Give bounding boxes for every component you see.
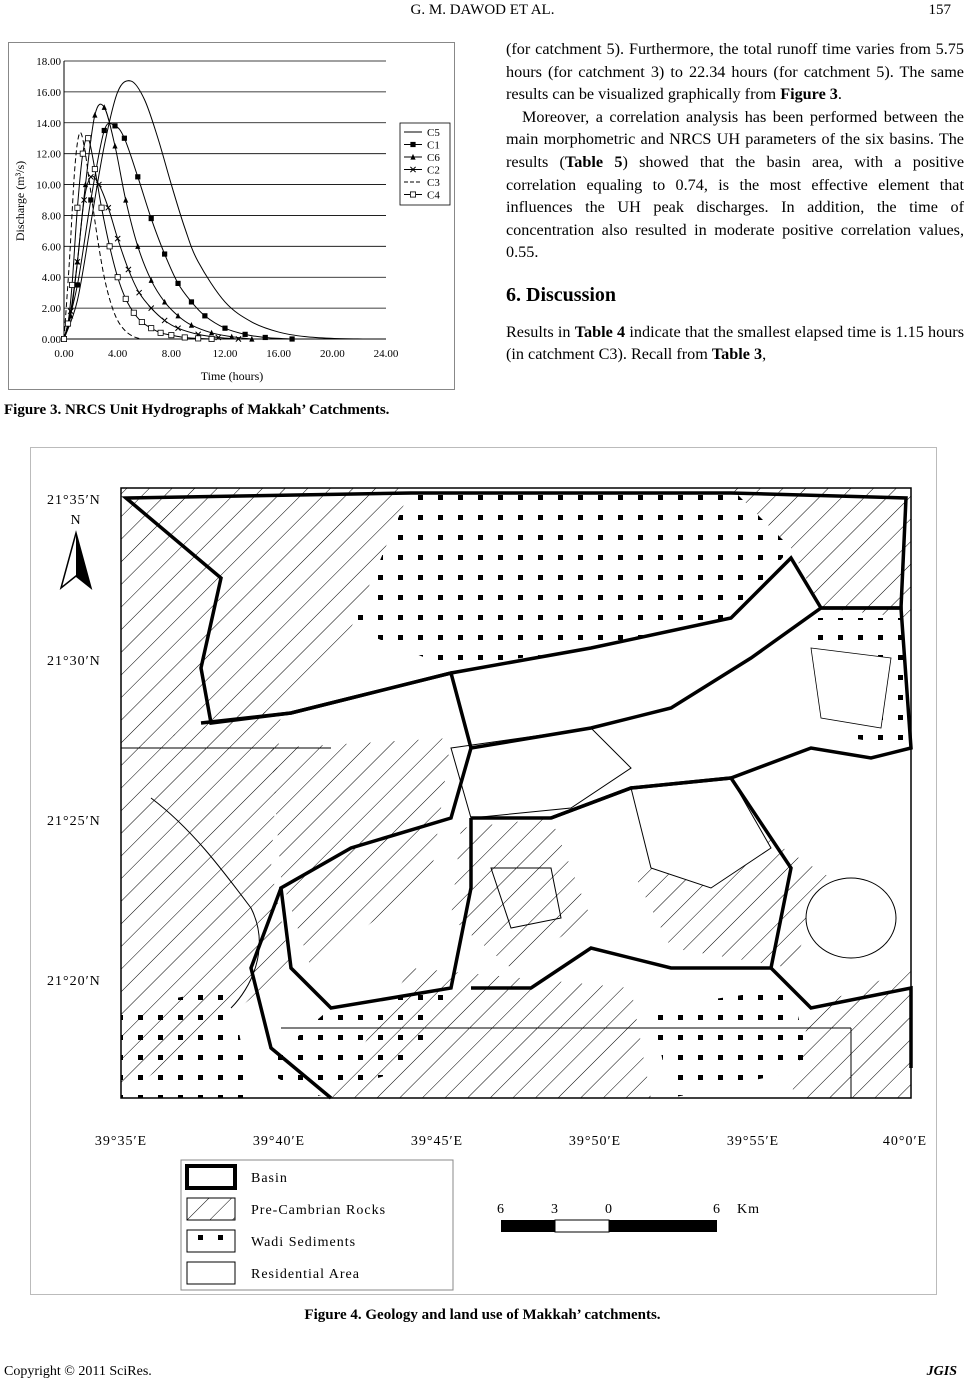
series-c4	[61, 136, 214, 342]
y-tick-label: 0.00	[41, 334, 61, 346]
series-c6-point	[123, 197, 128, 203]
legend-label-precambrian: Pre-Cambrian Rocks	[251, 1203, 387, 1218]
series-c4-point	[196, 336, 201, 341]
chart-legend	[400, 123, 450, 205]
series-c1-point	[88, 197, 93, 202]
series-c1-point	[162, 251, 167, 256]
y-tick-label: 6.00	[41, 241, 61, 254]
figure-4-caption: Figure 4. Geology and land use of Makkah’ catchments.	[304, 1307, 661, 1323]
body-text	[506, 38, 964, 366]
legend-swatch-precambrian	[187, 1198, 235, 1220]
legend-label: C6	[427, 152, 440, 164]
series-c6-point	[149, 277, 154, 283]
hydrograph-chart	[9, 43, 454, 389]
y-axis-label: Discharge (m³/s)	[13, 160, 27, 242]
series-c4-point	[80, 151, 85, 156]
series-c4-point	[158, 330, 163, 335]
legend-label: C5	[427, 127, 440, 139]
x-tick-label: 12.00	[212, 348, 238, 360]
legend-label-wadi: Wadi Sediments	[251, 1235, 357, 1250]
series-c2-point	[88, 174, 93, 179]
series-c1-point	[175, 281, 180, 286]
series-c1-point	[112, 123, 117, 128]
series-c2-point	[137, 290, 142, 295]
series-c1-point	[122, 136, 127, 141]
table-5-ref[interactable]: Table 5	[564, 152, 623, 171]
legend-label: C3	[427, 177, 440, 189]
series-c6-point	[189, 322, 194, 328]
geology-map	[31, 448, 936, 1294]
series-c1-point	[75, 282, 80, 287]
y-tick-label: 12.00	[36, 148, 61, 161]
x-tick-label: 16.00	[266, 348, 292, 360]
lon-label: 39°40′E	[252, 1134, 306, 1149]
scale-unit: Km	[737, 1202, 760, 1217]
legend-label: C2	[427, 164, 440, 177]
lat-label: 21°25′N	[47, 814, 101, 829]
scale-label: 3	[551, 1202, 559, 1217]
series-c4-point	[209, 336, 214, 341]
x-tick-label: 24.00	[373, 348, 399, 360]
footer-copyright: Copyright © 2011 SciRes.	[4, 1364, 152, 1379]
table-4-ref[interactable]: Table 4	[574, 322, 626, 341]
series-c1-point	[289, 336, 294, 341]
paragraph-3-text-b: indicate that the smallest elapsed time is 1.15 hours (in catchment C3). Recall from	[506, 322, 964, 364]
lon-label: 39°55′E	[726, 1134, 780, 1149]
legend-swatch-wadi	[187, 1230, 235, 1252]
series-c1-point	[202, 313, 207, 318]
lon-label: 39°45′E	[410, 1134, 464, 1149]
lon-label: 39°50′E	[568, 1134, 622, 1149]
lon-label: 40°0′E	[882, 1134, 928, 1149]
footer-journal: JGIS	[926, 1364, 957, 1379]
scale-label: 6	[497, 1202, 505, 1217]
legend-marker	[410, 142, 415, 147]
lat-label: 21°30′N	[47, 654, 101, 669]
north-label: N	[70, 513, 82, 528]
series-c4-point	[139, 319, 144, 324]
figure-3-chart	[8, 42, 455, 390]
series-c4-point	[169, 333, 174, 338]
y-tick-label: 14.00	[36, 117, 61, 130]
series-c4-point	[92, 167, 97, 172]
paragraph-1	[506, 38, 964, 106]
north-arrow-icon	[61, 533, 91, 588]
series-c1-point	[149, 216, 154, 221]
series-c4-line	[64, 138, 212, 339]
series-c4-point	[123, 296, 128, 301]
paragraph-2-text-b: ) showed that the basin area, with a positive correlation equaling to 0.74, is the most effective element that influences the UH peak discharges. In addition, the time of concentration also resulted in moderate positive correlation values, 0.55.	[506, 152, 965, 262]
series-c4-point	[115, 275, 120, 280]
series-c1-point	[243, 332, 248, 337]
series-c4-point	[99, 205, 104, 210]
series-c4-point	[149, 326, 154, 331]
paragraph-3	[506, 321, 964, 366]
paragraph-3-end: ,	[762, 345, 767, 364]
series-c4-point	[69, 282, 74, 287]
series-c1-point	[189, 299, 194, 304]
legend-label-residential: Residential Area	[251, 1267, 360, 1282]
series-c2-point	[106, 205, 111, 210]
series-c1-line	[64, 123, 292, 339]
y-tick-label: 4.00	[41, 272, 61, 285]
y-tick-label: 16.00	[36, 86, 61, 99]
series-c4-point	[61, 336, 66, 341]
figure-4-map	[30, 447, 937, 1295]
scale-label: 0	[605, 1202, 613, 1217]
figure-3-caption: Figure 3. NRCS Unit Hydrographs of Makkah’ Catchments.	[4, 402, 390, 418]
series-c4-point	[65, 321, 70, 326]
series-c2-point	[175, 326, 180, 331]
lon-label: 39°35′E	[94, 1134, 148, 1149]
y-tick-label: 18.00	[36, 56, 61, 68]
paragraph-1-end: .	[837, 85, 842, 104]
legend-swatch-residential	[187, 1262, 235, 1284]
series-c1-point	[222, 326, 227, 331]
section-heading: 6. Discussion	[506, 283, 617, 306]
legend-label-basin: Basin	[251, 1171, 288, 1186]
y-tick-label: 2.00	[41, 303, 61, 316]
series-c4-point	[182, 335, 187, 340]
series-c4-point	[86, 136, 91, 141]
x-tick-label: 8.00	[161, 348, 181, 360]
y-tick-label: 10.00	[36, 179, 61, 192]
series-c4-point	[75, 205, 80, 210]
series-c2-point	[162, 318, 167, 323]
series-c6-point	[112, 143, 117, 149]
page-number: 157	[928, 2, 951, 18]
lat-label: 21°35′N	[47, 493, 101, 508]
running-head: G. M. DAWOD ET AL.	[410, 2, 555, 18]
paragraph-2	[506, 106, 964, 264]
x-axis-label: Time (hours)	[200, 369, 264, 383]
series-c2-point	[115, 236, 120, 241]
legend-marker	[410, 192, 415, 197]
x-tick-label: 20.00	[319, 348, 345, 360]
x-tick-label: 0.00	[54, 348, 74, 360]
paragraph-1-text: (for catchment 5). Furthermore, the total runoff time varies from 5.75 hours (for catchment 3) to 22.34 hours (for catchment 5). The same results can be visualized graphically from	[506, 40, 964, 104]
legend-label: C4	[427, 189, 440, 202]
legend-label: C1	[427, 139, 440, 152]
map-legend	[181, 1160, 453, 1290]
lat-label: 21°20′N	[47, 974, 101, 989]
figure-3-ref[interactable]: Figure 3	[780, 85, 838, 104]
series-c2-point	[126, 267, 131, 272]
series-c1-point	[102, 128, 107, 133]
series-c1-point	[263, 335, 268, 340]
scale-label: 6	[713, 1202, 721, 1217]
paragraph-2-text-a: Moreover, a correlation analysis has been performed between the main morphometric and NRCS UH parameters of the six basins. The results (	[506, 107, 964, 171]
x-tick-label: 4.00	[108, 348, 128, 360]
legend-swatch-basin	[187, 1166, 235, 1188]
paragraph-3-text-a: Results in	[506, 322, 571, 341]
series-c6-point	[92, 112, 97, 118]
y-tick-label: 8.00	[41, 210, 61, 223]
table-3-ref[interactable]: Table 3	[711, 345, 763, 364]
series-c4-point	[107, 244, 112, 249]
series-c1-point	[135, 174, 140, 179]
series-c4-point	[131, 310, 136, 315]
scale-bar	[497, 1202, 760, 1232]
